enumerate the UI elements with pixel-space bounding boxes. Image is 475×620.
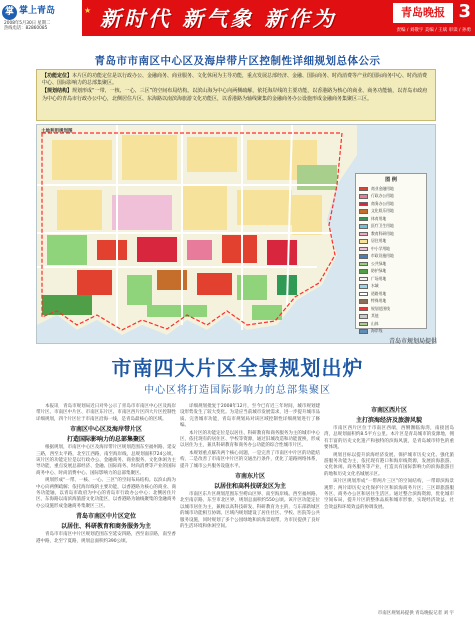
body-paragraph: 该片区规划形成“一带两片三区”的空间结构，一带即滨海景观带；两片即历史文化保护片区和滨海商务片区；三区即旅游服务区、商务办公区和居住生活区。通过整合滨海资源，优化城市空间布局，提升片区的整体品质和城市形象，实现经济效益、社会效益和环境效益的协调发展。 [324, 479, 454, 510]
newspaper-brand: 青岛晚报 [393, 3, 453, 23]
legend-swatch [359, 247, 368, 252]
legend-swatch [359, 284, 368, 289]
legend-label: 规划范围线 [371, 305, 390, 311]
legend-item [359, 223, 423, 231]
legend-item [359, 215, 423, 223]
legend-item [359, 185, 423, 193]
body-paragraph: 规划形成“一带、一核、一心、三区”的空间布局结构。以滨山海为中心向两侧疏解；依托海岸线的主要功能，以香港路为核心的商业、商务功能轴，以青岛市政府为中心的青岛市行政办公中心；北侧居住片区、东海路以南滨海旅游文化功能区，以香港路为轴线聚集的金融商务办公设施形成金融商务集聚区三区。 [36, 478, 176, 509]
plan-row-label: 【规划结构】 [42, 88, 73, 95]
legend-label: 广场用地 [371, 275, 387, 281]
body-paragraph: 详细规划批复于2008年12月，至今已有近三年时间，城市规划建设形势发生了较大变化。为适应当前城市发展需求，进一步提升城市品质、完善城市功能，青岛市规划局对该区域控制性详细规划进行了修编。 [180, 404, 320, 429]
body-paragraph: 本片区的功能定位是以居住、科研教育和商务服务为主的城市中心区，依托现有的居住区、学校等资源，通过旧城改造和功能置换，形成以居住为主，兼具科研教育和商务办公功能的综合性城市片区。 [180, 430, 320, 449]
legend-swatch [359, 292, 368, 297]
legend-item [359, 245, 423, 253]
plan-summary-box [36, 69, 436, 121]
land-use-map [36, 124, 436, 344]
section-heading: 青岛市南区中片区定位 [75, 513, 136, 521]
section-heading: 以居住、科研教育和商务服务为主 [60, 523, 151, 531]
legend-label: 行政办公用地 [371, 193, 394, 199]
legend-label: 海岸线 [371, 328, 383, 334]
legend-label: 特殊用地 [371, 298, 387, 304]
legend-swatch [359, 262, 368, 267]
body-paragraph: 市南区西片区位于市南区西端，西侧濒临海湾，南接团岛湾，总规划面积约8.5平方公里。本片区是青岛城市的发源地，拥有丰富的历史文化遗产和独特的滨海风貌，是青岛城市特色的重要体现。 [324, 426, 454, 451]
legend-swatch [359, 239, 368, 244]
legend-item [359, 260, 423, 268]
legend-swatch [359, 307, 368, 312]
legend-rows [359, 185, 423, 335]
section-heading: 市南区西片区 [370, 407, 407, 414]
article-column-3 [324, 404, 454, 512]
legend-swatch [359, 269, 368, 274]
legend-item [359, 328, 423, 336]
body-paragraph: 本报讯 青岛市规划局近日对外公示了青岛市市南区中心区及海岸带片区、市南区中片区、市南区东片区、市南区西片区四大片区控制性详细规划，四个片区位于市南区沿海一线，是青岛最核心的区域。 [36, 404, 176, 422]
section-heading: 主打滨海经济及旅游风貌 [355, 417, 422, 424]
legend-swatch [359, 299, 368, 304]
legend-swatch [359, 187, 368, 192]
masthead-band [0, 0, 475, 36]
legend-item [359, 193, 423, 201]
legend-swatch [359, 202, 368, 207]
legend-item [359, 268, 423, 276]
legend-swatch [359, 277, 368, 282]
issue-hotline: 热线电话：82860085 [4, 26, 48, 32]
page-slogan: 新时代 新气象 新作为 [100, 6, 337, 31]
map-title: 土地利用规划图 [41, 129, 73, 134]
app-logo-icon: 掌 [2, 5, 17, 20]
party-emblem-icon: ★ [84, 6, 92, 15]
app-logo-text: 掌上青岛 [19, 6, 56, 16]
plan-row-function [42, 73, 430, 87]
legend-label: 水域 [371, 283, 379, 289]
body-paragraph: 市南区东片区规划范围东至崂山区界、南至海岸线、西至福州路、北至南京路、东至市北区界，规划总面积约550公顷。该片区功能定位以城市居住为主，兼顾以高科技研发、科研教育为主的，与东部新城区的城市功能相互协调。区域内规划建设了居住社区、学校、医院等公共服务设施，同时规划了多个公园绿地和滨海景观带，为市民提供了良好的生活环境和休闲空间。 [180, 492, 320, 530]
legend-item [359, 283, 423, 291]
legend-item [359, 238, 423, 246]
plan-row-label: 【功能定位】 [42, 73, 73, 79]
legend-swatch [359, 314, 368, 319]
section-heading: 市南区中心区及海岸带片区 [69, 426, 142, 434]
map-legend [355, 173, 427, 334]
legend-item [359, 305, 423, 313]
legend-label: 中小学用地 [371, 245, 390, 251]
legend-swatch [359, 329, 368, 334]
legend-label: 防护绿地 [371, 268, 387, 274]
legend-item [359, 320, 423, 328]
map-credit: 青岛市规划局提供 [388, 338, 437, 345]
section-heading: 市南东片区 [234, 473, 265, 481]
issue-date: 2008年5月30日 星期二 [4, 21, 51, 26]
legend-label: 商业金融用地 [371, 185, 394, 191]
article-headline: 青岛市市南区中心区及海岸带片区控制性详细规划总体公示 [94, 55, 381, 67]
plan-row-structure [42, 88, 430, 102]
legend-swatch [359, 194, 368, 199]
sub-headline: 中心区将打造国际影响力的总部集聚区 [144, 385, 331, 396]
page-number: 3 [458, 1, 471, 22]
body-paragraph: 根据规划，市南区中心区及海岸带片区规划范围东至福州路、延安三路，西至太平路，北至江西路，南至海岸线，总规划面积724公顷。该片区的功能定位是以行政办公、金融商务、商业服务、文化休闲为主导功能，重点发展总部经济、金融、国际商务、时尚消费等产业的国际商务中心、时尚消费中心、国际影响力的总部集聚区。 [36, 445, 176, 476]
legend-label: 教育科研用地 [371, 230, 394, 236]
legend-item [359, 290, 423, 298]
legend-item [359, 200, 423, 208]
legend-label: 医疗卫生用地 [371, 223, 394, 229]
body-paragraph: 规划目标以提升滨海经济发展、保护城市历史文化、强化旅游服务功能为主，依托现有港口和海岸线资源，发展滨海旅游、文化休闲、商务服务等产业，打造具有国际影响力的滨海旅游目的地和历史文化名城展示区。 [324, 452, 454, 477]
legend-item [359, 253, 423, 261]
section-heading: 打造国际影响力的总部集聚区 [66, 436, 145, 444]
body-paragraph: 本规划重点解决两个核心问题，一是完善了市南区中片区的功能结构，二是改善了市南区中片区的交通出行条件，优化了道路网络体系，提升了城市公共服务设施水平。 [180, 450, 320, 469]
legend-label: 居住用地 [371, 238, 387, 244]
legend-item [359, 208, 423, 216]
body-paragraph: 青岛市市南区中片区规划范围东至延安四路，西至南京路，南至香港中路，北至宁夏路，规划总面积约390公顷。 [36, 532, 176, 544]
legend-item [359, 275, 423, 283]
legend-title: 图 例 [385, 177, 397, 183]
legend-swatch [359, 322, 368, 327]
legend-swatch [359, 232, 368, 237]
legend-swatch [359, 209, 368, 214]
legend-label: 市政设施用地 [371, 253, 394, 259]
legend-item [359, 230, 423, 238]
section-heading: 以居住和高科技研发区为主 [213, 483, 286, 491]
legend-label: 商务办公用地 [371, 200, 394, 206]
legend-item [359, 313, 423, 321]
legend-item [359, 298, 423, 306]
plan-row-text: 本片区的功能定位是以行政办公、金融商务、商业服务、文化休闲为主导功能，重点发展总部经济、金融、国际商务、时尚消费等产业的国际商务中心、时尚消费中心、国际影响力的总部集聚区。 [42, 73, 428, 87]
legend-label: 文化娱乐用地 [371, 208, 394, 214]
main-headline: 市南四大片区全景规划出炉 [111, 356, 364, 380]
legend-swatch [359, 254, 368, 259]
legend-swatch [359, 224, 368, 229]
legend-label: 公共绿地 [371, 260, 387, 266]
legend-swatch [359, 217, 368, 222]
article-column-2 [180, 404, 320, 532]
masthead-left-panel [0, 0, 82, 36]
legend-label: 其他 [371, 313, 379, 319]
editor-credits: 责编 / 刘敬宇 美编 / 王斌 审读 / 孙勇 [396, 28, 471, 33]
article-column-1 [36, 404, 176, 546]
legend-label: 体育用地 [371, 215, 387, 221]
article-footer: 市南区规划局提供 青岛晚报记者 刘 宇 [377, 611, 454, 616]
legend-label: 山体 [371, 320, 379, 326]
legend-label: 道路用地 [371, 290, 387, 296]
plan-row-text: 规划形成“一带、一核、一心、三区”的空间布局结构。以滨山海为中心向两侧疏解，依托海岸线的主要功能，以香港路为核心的商业、商务功能轴，以青岛市政府为中心的青岛市行政办公中心，北侧居住片区、东海路以南滨海旅游文化功能区，以香港路为轴线聚集的金融商务办公设施形成金融商务集聚区三区。 [42, 88, 428, 102]
issue-meta [4, 21, 50, 31]
